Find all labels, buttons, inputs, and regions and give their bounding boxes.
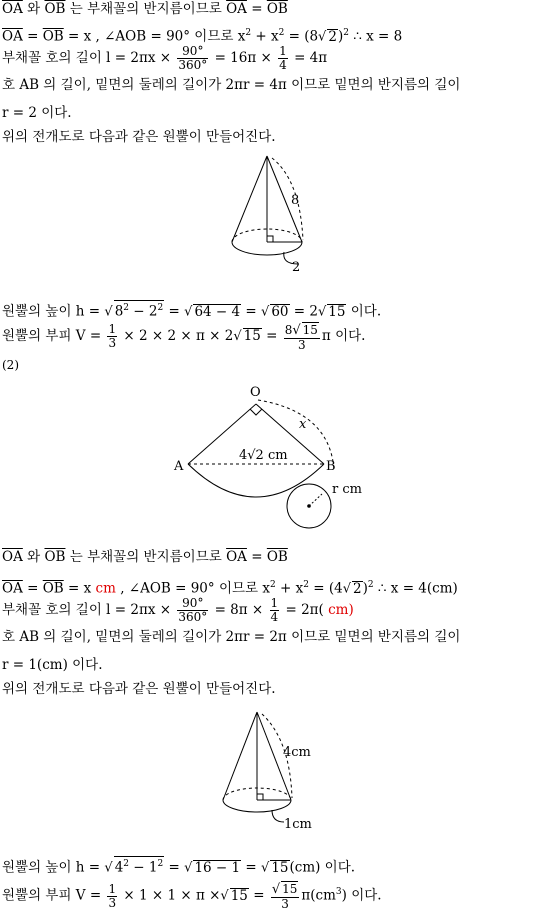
label-r: r cm: [332, 482, 362, 497]
p2-line5: r = 1(cm) 이다.: [2, 657, 103, 673]
p1-line4: 호 AB 의 길이, 밑면의 둘레의 길이가 2πr = 4π 이므로 밑면의 반지름의 길이: [2, 77, 461, 93]
p1-line5: r = 2 이다.: [2, 105, 72, 121]
p1-height: 원뿔의 높이 h = √ $8^2 - 2^2$ = √ 64 − 4 = √ 60 = 2√ 15 이다.: [2, 300, 381, 322]
p2-line4: 호 AB 의 길이, 밑면의 둘레의 길이가 2πr = 2π 이므로 밑면의 반지름의 길이: [2, 629, 461, 645]
p2-line3: 부채꼴 호의 길이 l = 2πx × $\frac{90^\circ}{360^\circ}$ = 8π × $\frac{1}{4}$ = 2π( cm): [2, 596, 354, 624]
label-chord: 4√2 cm: [239, 448, 288, 463]
part2-label: (2): [2, 358, 19, 372]
p2-line2: $\overline{OA} = \overline{OB} = x$ cm , ∠AOB = 90° 이므로 $x^2 + x^2 = (4√$ 2)$^2$ ∴ x = 4(cm): [2, 580, 458, 597]
cone2-radius-label: 1cm: [284, 817, 312, 832]
p1-line3: 부채꼴 호의 길이 l = 2πx × $\frac{90^\circ}{360^\circ}$ = 16π × $\frac{1}{4}$ = 4π: [2, 44, 328, 72]
label-x: x: [299, 417, 307, 432]
label-o: O: [250, 385, 261, 400]
label-b: B: [326, 459, 336, 474]
cone1-slant-label: 8: [291, 193, 300, 208]
p1-line1: $\overline{OA}$ 와 $\overline{OB}$ 는 부채꼴의 반지름이므로 $\overline{OA} = \overline{OB}$: [2, 1, 288, 17]
p2-line1: $\overline{OA}$ 와 $\overline{OB}$ 는 부채꼴의 반지름이므로 $\overline{OA} = \overline{OB}$: [2, 549, 288, 565]
p2-line6: 위의 전개도로 다음과 같은 원뿔이 만들어진다.: [2, 681, 276, 697]
p2-height: 원뿔의 높이 h = √ $4^2 - 1^2$ = √ 16 − 1 = √ 15(cm) 이다.: [2, 856, 355, 878]
p1-line2: $\overline{OA} = \overline{OB} = x$ , ∠AOB = 90° 이므로 $x^2 + x^2 = (8√$ 2)$^2$ ∴ x = 8: [2, 28, 403, 45]
cone2-slant-label: 4cm: [283, 745, 311, 760]
p2-volume: 원뿔의 부피 V = $\frac{1}{3}$ × 1 × 1 × π ×√ 15 = $\frac{√ 15}{3}$ $\pi(cm^3)$ 이다.: [2, 881, 382, 911]
cone1-radius-label: 2: [292, 260, 301, 275]
p1-volume: 원뿔의 부피 V = $\frac{1}{3}$ × 2 × 2 × π × 2√ 15 = $\frac{8√ 15}{3}$ π 이다.: [2, 322, 366, 352]
p1-line6: 위의 전개도로 다음과 같은 원뿔이 만들어진다.: [2, 129, 276, 145]
label-a: A: [174, 459, 184, 474]
